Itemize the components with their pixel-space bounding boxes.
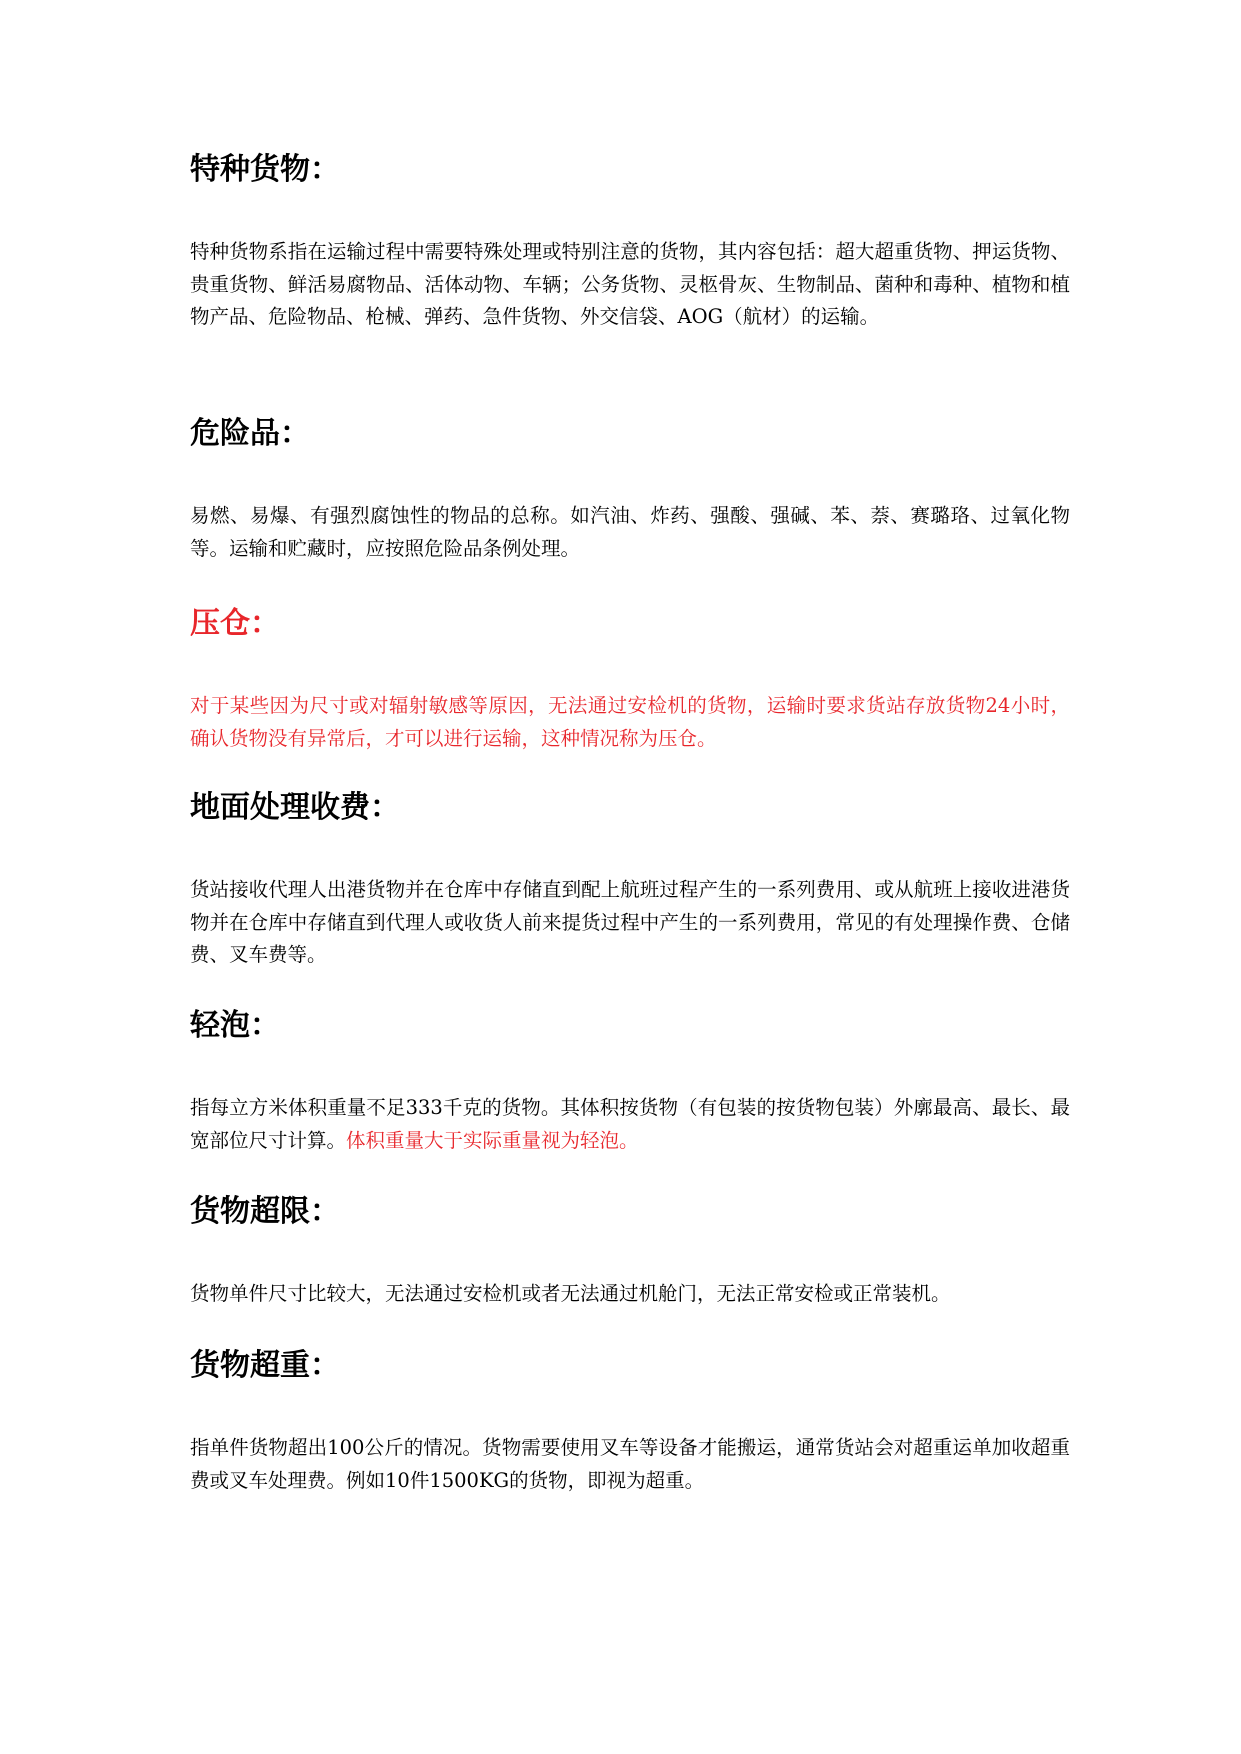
section-heading: 货物超限：: [190, 1194, 340, 1229]
section-hold-storage: [190, 604, 1070, 755]
section-body: 货站接收代理人出港货物并在仓库中存储直到配上航班过程产生的一系列费用、或从航班上接收进港货物并在仓库中存储直到代理人或收货人前来提货过程中产生的一系列费用，常见的有处理操作费、仓储费、叉车费等。: [190, 878, 1070, 966]
section-body: 指单件货物超出100公斤的情况。货物需要使用叉车等设备才能搬运，通常货站会对超重运单加收超重费或叉车处理费。例如10件1500KG的货物，即视为超重。: [190, 1436, 1070, 1492]
section-heading: 压仓：: [190, 606, 280, 641]
section-oversize-cargo: [190, 1192, 1070, 1311]
section-overweight-cargo: [190, 1346, 1070, 1497]
section-heading: 地面处理收费：: [190, 790, 400, 825]
section-dangerous-goods: [190, 414, 1070, 565]
section-heading: 特种货物：: [190, 152, 340, 187]
section-body: 货物单件尺寸比较大，无法通过安检机或者无法通过机舱门，无法正常安检或正常装机。: [190, 1282, 951, 1305]
section-heading: 危险品：: [190, 416, 310, 451]
section-ground-handling-fees: [190, 788, 1070, 972]
section-special-cargo: [190, 150, 1070, 334]
section-light-cargo: [190, 1006, 1070, 1157]
section-body-text: 指每立方米体积重量不足333千克的货物。其体积按货物（有包装的按货物包装）外廓最高、最长、最宽部位尺寸计算。: [190, 1096, 1070, 1152]
section-heading: 货物超重：: [190, 1348, 340, 1383]
section-body: [190, 1092, 1070, 1157]
section-body: 特种货物系指在运输过程中需要特殊处理或特别注意的货物，其内容包括：超大超重货物、押运货物、贵重货物、鲜活易腐物品、活体动物、车辆；公务货物、灵柩骨灰、生物制品、菌种和毒种、植物和植物产品、危险物品、枪械、弹药、急件货物、外交信袋、AOG（航材）的运输。: [190, 240, 1070, 328]
section-heading: 轻泡：: [190, 1008, 280, 1043]
section-body: 对于某些因为尺寸或对辐射敏感等原因，无法通过安检机的货物，运输时要求货站存放货物24小时，确认货物没有异常后，才可以进行运输，这种情况称为压仓。: [190, 694, 1070, 750]
section-body-highlight: 体积重量大于实际重量视为轻泡。: [346, 1128, 639, 1152]
section-body: 易燃、易爆、有强烈腐蚀性的物品的总称。如汽油、炸药、强酸、强碱、苯、萘、赛璐珞、过氧化物等。运输和贮藏时，应按照危险品条例处理。: [190, 504, 1070, 560]
